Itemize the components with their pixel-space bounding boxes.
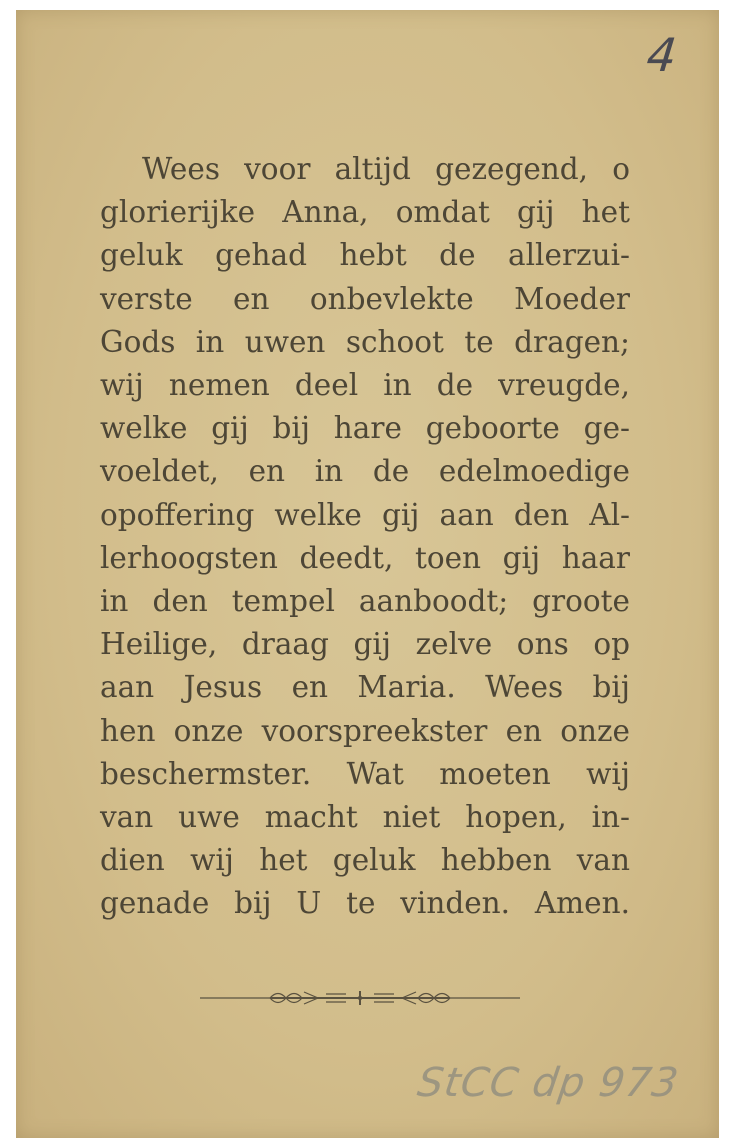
prayer-line: welke gij bij hare geboorte ge- bbox=[100, 411, 630, 446]
prayer-line: Gods in uwen schoot te dragen; bbox=[100, 324, 630, 359]
prayer-line: Wees voor altijd gezegend, o bbox=[142, 152, 630, 186]
card-back bbox=[16, 10, 719, 1138]
prayer-line: lerhoogsten deedt, toen gij haar bbox=[100, 540, 630, 575]
prayer-line: glorierijke Anna, omdat gij het bbox=[100, 195, 630, 230]
prayer-line: genade bij U te vinden. Amen. bbox=[100, 886, 630, 921]
prayer-line: van uwe macht niet hopen, in- bbox=[100, 800, 630, 835]
prayer-line: Heilige, draag gij zelve ons op bbox=[100, 627, 630, 662]
decorative-divider-icon bbox=[200, 986, 520, 1010]
prayer-line: dien wij het geluk hebben van bbox=[100, 843, 630, 878]
prayer-line: wij nemen deel in de vreugde, bbox=[100, 368, 630, 403]
prayer-text bbox=[100, 148, 630, 926]
prayer-line: in den tempel aanboodt; groote bbox=[100, 584, 630, 619]
prayer-line: aan Jesus en Maria. Wees bij bbox=[100, 670, 630, 705]
catalog-mark: StCC dp 973 bbox=[414, 1060, 682, 1106]
prayer-line: hen onze voorspreekster en onze bbox=[100, 713, 630, 748]
prayer-line: verste en onbevlekte Moeder bbox=[100, 281, 630, 316]
prayer-line: voeldet, en in de edelmoedige bbox=[100, 454, 630, 489]
prayer-line: beschermster. Wat moeten wij bbox=[100, 756, 630, 791]
prayer-line: opoffering welke gij aan den Al- bbox=[100, 497, 630, 532]
prayer-line: geluk gehad hebt de allerzui- bbox=[100, 238, 630, 273]
page-number: 4 bbox=[643, 28, 680, 82]
